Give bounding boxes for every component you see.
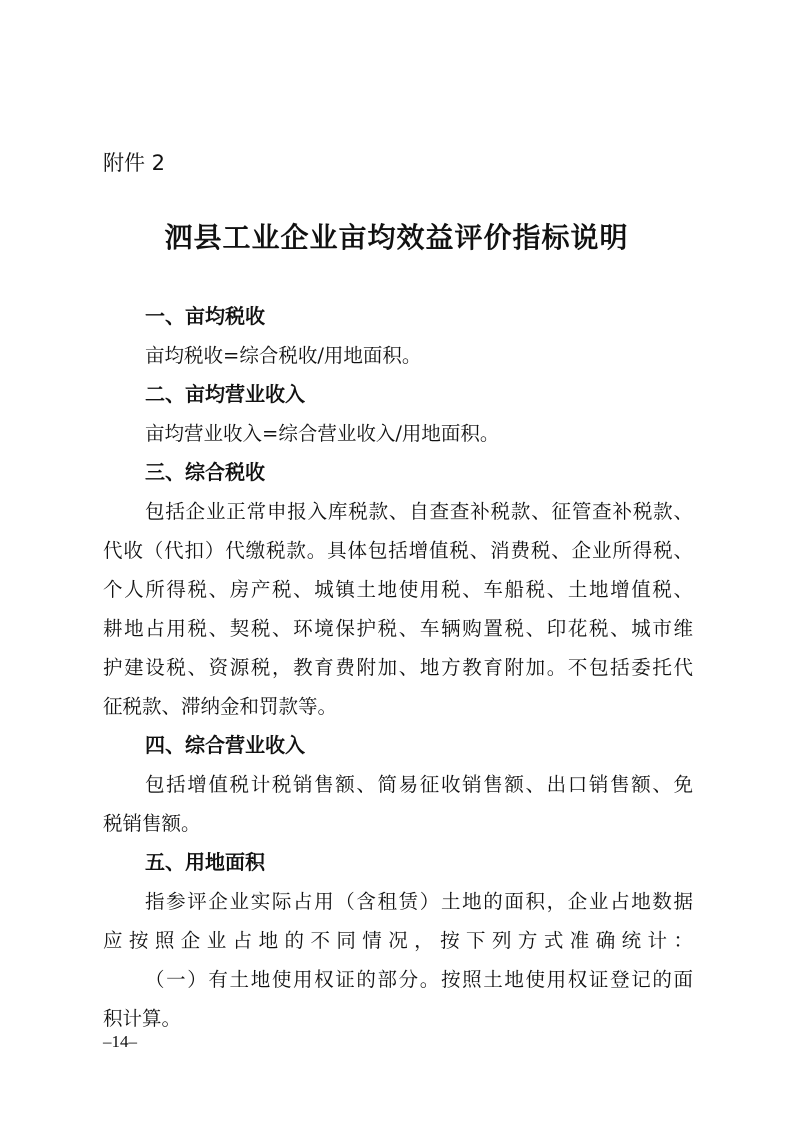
paragraph-line: 应按照企业占地的不同情况，按下列方式准确统计： [103, 929, 693, 952]
document-title: 泗县工业企业亩均效益评价指标说明 [164, 221, 629, 254]
paragraph-line: 耕地占用税、契税、环境保护税、车辆购置税、印花税、城市维 [103, 617, 693, 640]
document-body [103, 297, 693, 1038]
paragraph-line: 亩均营业收入=综合营业收入/用地面积。 [145, 422, 500, 445]
page-number: –14– [103, 1032, 137, 1051]
paragraph-line: 积计算。 [103, 1007, 182, 1030]
paragraph-line: 护建设税、资源税，教育费附加、地方教育附加。不包括委托代 [103, 656, 693, 679]
paragraph-line: （一）有土地使用权证的部分。按照土地使用权证登记的面 [145, 968, 693, 991]
paragraph-line: 征税款、滞纳金和罚款等。 [103, 695, 338, 718]
paragraph-line: 个人所得税、房产税、城镇土地使用税、车船税、土地增值税、 [103, 578, 693, 601]
section-heading-3: 三、综合税收 [145, 460, 265, 484]
paragraph-line: 指参评企业实际占用（含租赁）土地的面积，企业占地数据 [145, 890, 693, 913]
section-heading-5: 五、用地面积 [145, 850, 265, 874]
section-heading-1: 一、亩均税收 [145, 304, 265, 328]
paragraph-line: 税销售额。 [103, 812, 201, 835]
section-heading-2: 二、亩均营业收入 [145, 382, 305, 406]
paragraph-line: 包括企业正常申报入库税款、自查查补税款、征管查补税款、 [145, 500, 693, 523]
paragraph-line: 包括增值税计税销售额、简易征收销售额、出口销售额、免 [145, 773, 693, 796]
paragraph-line: 代收（代扣）代缴税款。具体包括增值税、消费税、企业所得税、 [103, 539, 693, 562]
paragraph-line: 亩均税收=综合税收/用地面积。 [145, 344, 422, 367]
attachment-label: 附件 2 [103, 151, 166, 175]
section-heading-4: 四、综合营业收入 [145, 733, 305, 757]
